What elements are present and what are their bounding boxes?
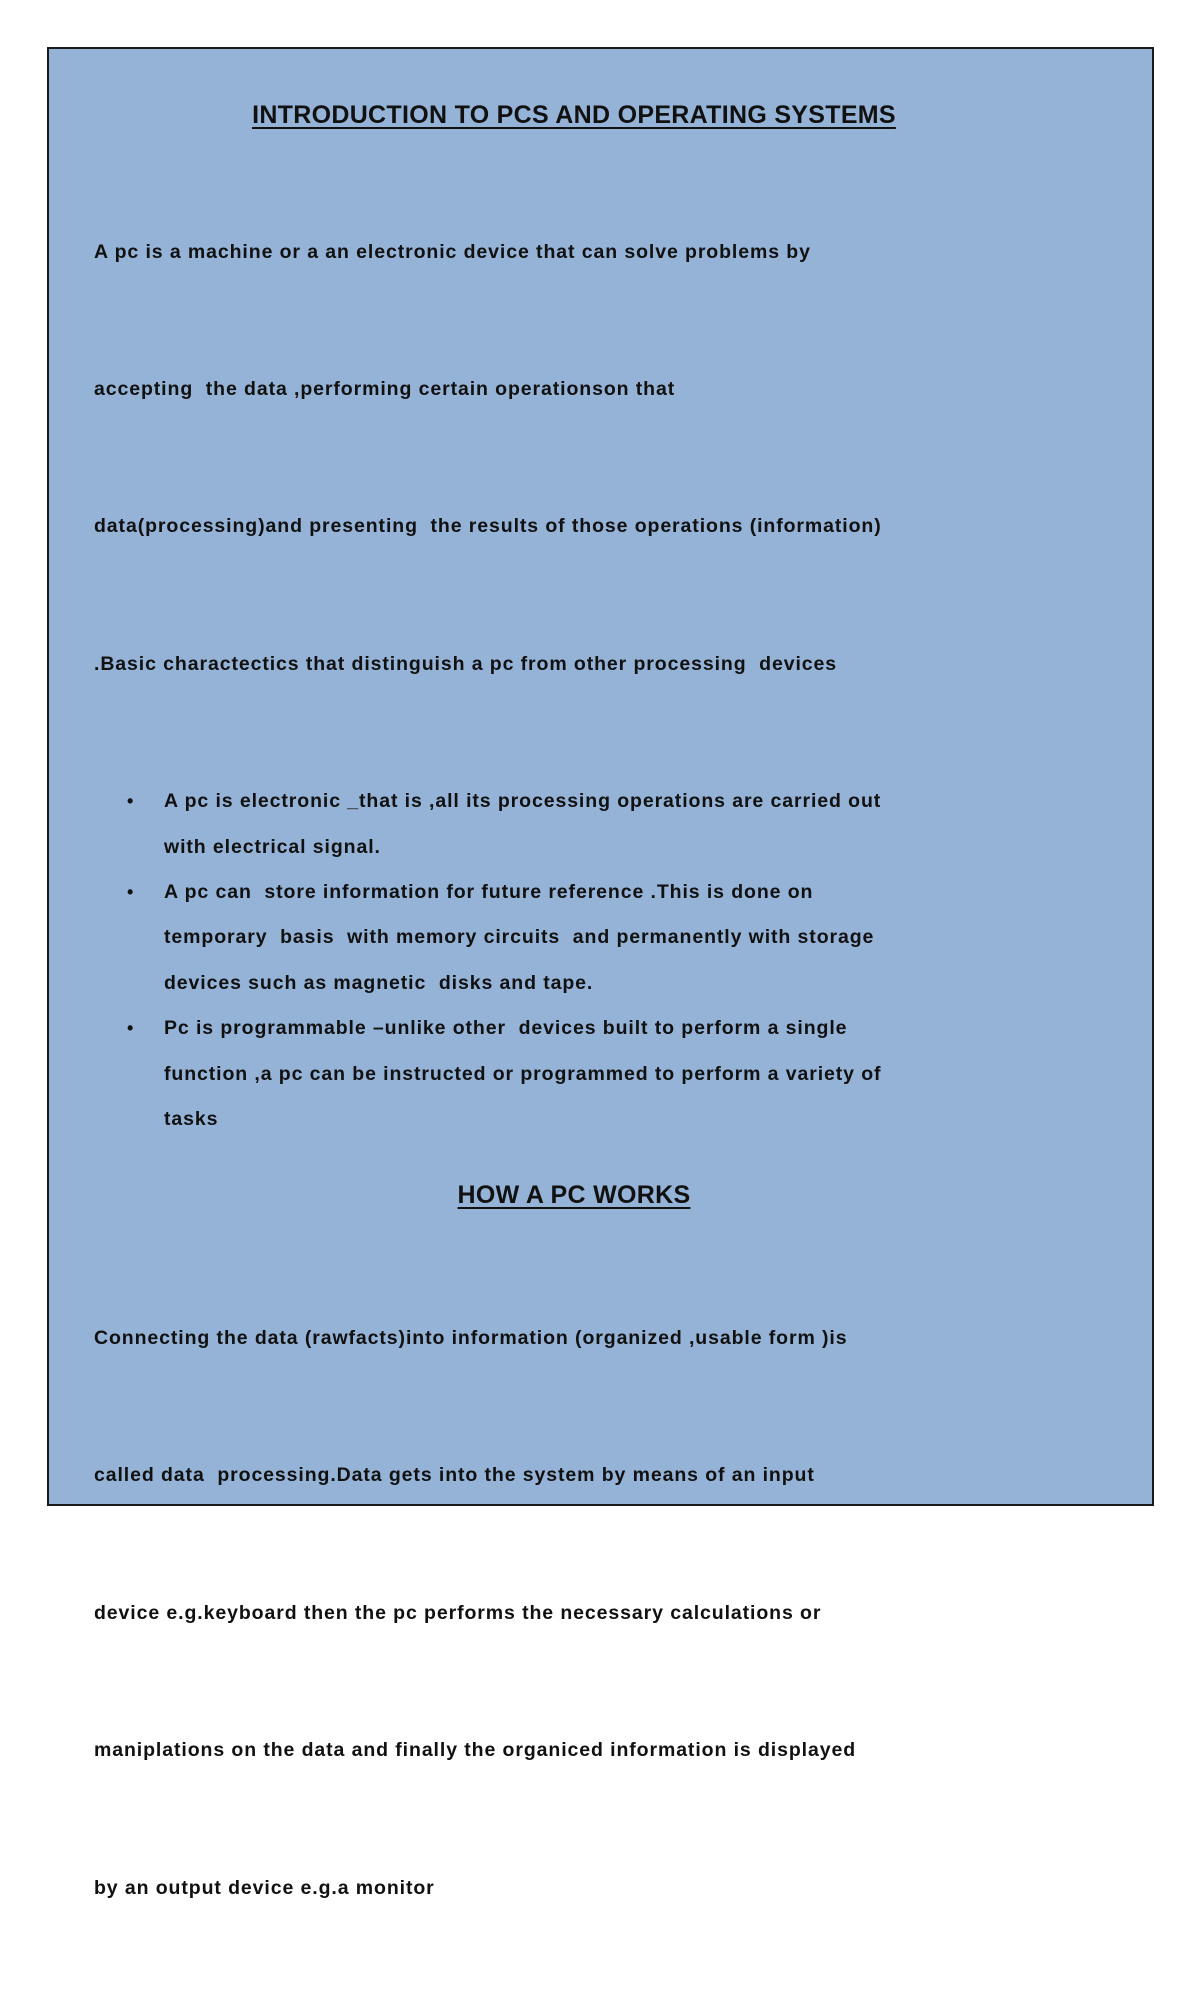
intro-paragraph	[94, 138, 1054, 779]
how-it-works-line: device e.g.keyboard then the pc performs the necessary calculations or	[94, 1601, 822, 1624]
bullet-icon: •	[127, 791, 135, 812]
bullet-icon: •	[127, 1018, 135, 1039]
section-heading-intro: INTRODUCTION TO PCS AND OPERATING SYSTEMS	[252, 101, 896, 129]
how-it-works-line: Connecting the data (rawfacts)into information (organized ,usable form )is	[94, 1327, 848, 1349]
list-item-line: with electrical signal.	[164, 835, 381, 858]
how-it-works-line: by an output device e.g.a monitor	[94, 1876, 435, 1899]
list-item-line: A pc can store information for future reference .This is done on	[164, 880, 814, 903]
bullet-icon: •	[127, 881, 135, 902]
how-it-works-paragraph	[94, 1224, 1054, 2003]
intro-line: A pc is a machine or a an electronic device that can solve problems by	[94, 240, 811, 263]
list-item-line: devices such as magnetic disks and tape.	[164, 971, 594, 994]
how-it-works-line: maniplations on the data and finally the organiced information is displayed	[94, 1739, 857, 1762]
section-heading-how-pc-works: HOW A PC WORKS	[457, 1181, 691, 1210]
list-item-line: Pc is programmable –unlike other devices built to perform a single	[164, 1017, 848, 1040]
characteristics-list	[94, 779, 1054, 1142]
intro-line: .Basic charactectics that distinguish a pc from other processing devices	[94, 652, 838, 675]
list-item-line: tasks	[164, 1108, 219, 1130]
list-item-line: temporary basis with memory circuits and permanently with storage	[164, 926, 875, 949]
document-content	[94, 96, 1054, 2003]
list-item	[94, 1006, 1054, 1142]
intro-line: data(processing)and presenting the results of those operations (information)	[94, 515, 882, 538]
how-it-works-line: called data processing.Data gets into the system by means of an input	[94, 1464, 815, 1487]
intro-line: accepting the data ,performing certain operationson that	[94, 377, 676, 400]
list-item-line: A pc is electronic _that is ,all its processing operations are carried out	[164, 790, 882, 813]
list-item	[94, 779, 1054, 870]
list-item	[94, 870, 1054, 1006]
list-item-line: function ,a pc can be instructed or programmed to perform a variety of	[164, 1062, 882, 1085]
